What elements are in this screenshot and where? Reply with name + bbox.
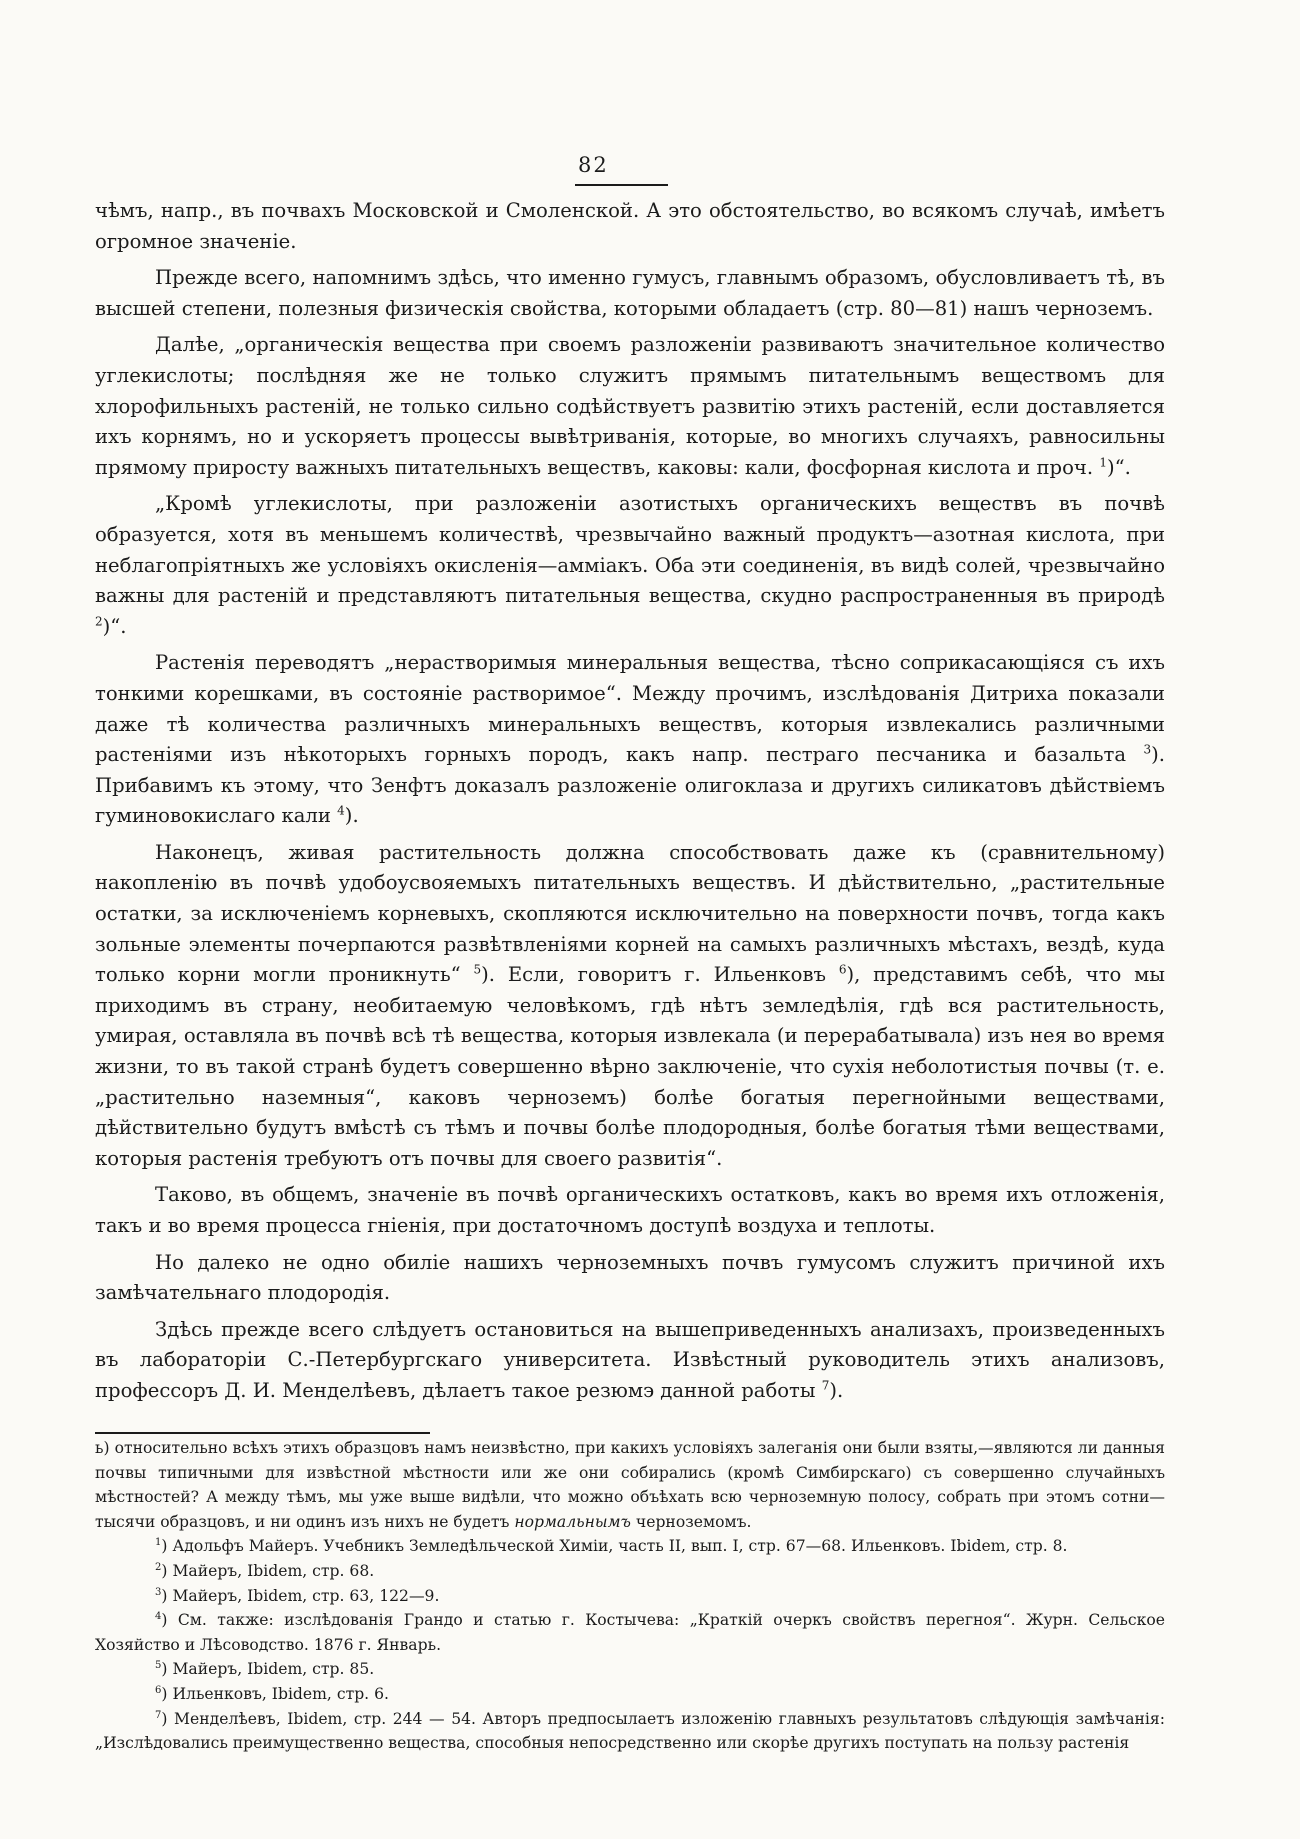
footnotes <box>95 1436 1165 1756</box>
footnote-ref-4[interactable]: 4 <box>337 803 345 818</box>
footnote-ref-7[interactable]: 7 <box>821 1378 830 1393</box>
paragraph-3: Далѣе, „органическія вещества при своемъ разложеніи развиваютъ значительное количество углекислоты; послѣдняя же не только служитъ прямымъ питательнымъ веществомъ для хлорофильныхъ растеній, не только сильно содѣйствуетъ развитію этихъ растеній, если доставляется ихъ корнямъ, но и ускоряетъ процессы вывѣтриванія, которые, во многихъ случаяхъ, равносильны прямому приросту важныхъ питательныхъ веществъ, каковы: кали, фосфорная кислота и проч. $^1$)“. <box>95 333 1165 479</box>
paragraph-2: Прежде всего, напомнимъ здѣсь, что именно гумусъ, главнымъ образомъ, обусловливаетъ тѣ, въ высшей степени, полезныя физическія свойства, которыми обладаетъ (стр. 80—81) нашъ черноземъ. <box>95 266 1165 320</box>
page-number: 82 <box>578 153 609 177</box>
footnote-1: $^1$) Адольфъ Майеръ. Учебникъ Земледѣльческой Химіи, часть II, вып. I, стр. 67—68. Ильенковъ. Ibidem, стр. 8. <box>155 1537 1068 1556</box>
paragraph-1: чѣмъ, напр., въ почвахъ Московской и Смоленской. А это обстоятельство, во всякомъ случаѣ, имѣетъ огромное значеніе. <box>95 199 1165 253</box>
paragraph-9: Здѣсь прежде всего слѣдуетъ остановиться на вышеприведенныхъ анализахъ, произведенныхъ въ лабораторіи С.-Петербургскаго университета. Извѣстный руководитель этихъ анализовъ, профессоръ Д. И. Менделѣевъ, дѣлаетъ такое резюмэ данной работы $^7$). <box>95 1317 1165 1402</box>
footnote-ref-6[interactable]: 6 <box>838 962 847 977</box>
footnote-4: $^4$) См. также: изслѣдованія Грандо и статью г. Костычева: „Краткій очеркъ свойствъ перегноя“. Журн. Сельское Хозяйство и Лѣсоводство. 1876 г. Январь. <box>95 1610 1166 1654</box>
paragraph-7: Таково, въ общемъ, значеніе въ почвѣ органическихъ остатковъ, какъ во время ихъ отложенія, такъ и во время процесса гніенія, при достаточномъ доступѣ воздуха и теплоты. <box>95 1183 1165 1237</box>
footnote-ref-3[interactable]: 3 <box>1143 742 1152 757</box>
page-number-underline <box>575 184 668 186</box>
footnote-2: $^2$) Майеръ, Ibidem, стр. 68. <box>155 1561 375 1580</box>
footnote-5: $^5$) Майеръ, Ibidem, стр. 85. <box>155 1660 375 1679</box>
footnote-ref-1[interactable]: 1 <box>1099 455 1107 470</box>
footnote-separator <box>95 1432 430 1434</box>
paragraph-5: Растенія переводятъ „нерастворимыя минеральныя вещества, тѣсно соприкасающіяся съ ихъ тонкими корешками, въ состояніе растворимое“. Между прочимъ, изслѣдованія Дитриха показали даже тѣ количества различныхъ минеральныхъ веществъ, которыя извлекались различными растеніями изъ нѣкоторыхъ горныхъ породъ, какъ напр. пестраго песчаника и базальта $^3$). Прибавимъ къ этому, что Зенфтъ доказалъ разложеніе олигоклаза и другихъ силикатовъ дѣйствіемъ гуминовокислаго кали $^4$). <box>95 651 1165 828</box>
footnote-ref-2[interactable]: 2 <box>95 614 103 629</box>
paragraph-4: „Кромѣ углекислоты, при разложеніи азотистыхъ органическихъ веществъ въ почвѣ образуется, хотя въ меньшемъ количествѣ, чрезвычайно важный продуктъ—азотная кислота, при неблагопріятныхъ же условіяхъ окисленія—амміакъ. Оба эти соединенія, въ видѣ солей, чрезвычайно важны для растеній и представляютъ питательныя вещества, скудно распространенныя въ природѣ $^2$)“. <box>95 492 1165 638</box>
footnote-7: $^7$) Менделѣевъ, Ibidem, стр. 244 — 54. Авторъ предпосылаетъ изложенію главныхъ результатовъ слѣдующія замѣчанія: „Изслѣдовались преимущественно вещества, способныя непосредственно или скорѣе другихъ поступать на пользу растенія <box>95 1709 1165 1753</box>
footnote-6: $^6$) Ильенковъ, Ibidem, стр. 6. <box>155 1684 389 1703</box>
main-text <box>95 196 1165 1413</box>
footnote-ref-5[interactable]: 5 <box>473 962 482 977</box>
footnote-3: $^3$) Майеръ, Ibidem, стр. 63, 122—9. <box>155 1586 440 1605</box>
paragraph-6: Наконецъ, живая растительность должна способствовать даже къ (сравнительному) накопленію въ почвѣ удобоусвояемыхъ питательныхъ веществъ. И дѣйствительно, „растительные остатки, за исключеніемъ корневыхъ, скопляются исключительно на поверхности почвъ, тогда какъ зольные элементы почерпаются развѣтвленіями корней на самыхъ различныхъ мѣстахъ, вездѣ, куда только корни могли проникнуть“ $^5$). Если, говоритъ г. Ильенковъ $^6$), представимъ себѣ, что мы приходимъ въ страну, необитаемую человѣкомъ, гдѣ нѣтъ земледѣлія, гдѣ вся растительность, умирая, оставляла въ почвѣ всѣ тѣ вещества, которыя извлекала (и перерабатывала) изъ нея во время жизни, то въ такой странѣ будетъ совершенно вѣрно заключеніе, что сухія неболотистыя почвы (т. е. „растительно наземныя“, каковъ черноземъ) болѣе богатыя перегнойными веществами, дѣйствительно будутъ вмѣстѣ съ тѣмъ и почвы болѣе плодородныя, болѣе богатыя тѣми веществами, которыя растенія требуютъ отъ почвы для своего развитія“. <box>95 840 1166 1170</box>
footnote-continuation: ь) относительно всѣхъ этихъ образцовъ намъ неизвѣстно, при какихъ условіяхъ залеганія они были взяты,—являются ли данныя почвы типичными для извѣстной мѣстности или же они собирались (кромѣ Симбирскаго) съ совершенно случайныхъ мѣстностей? А между тѣмъ, мы уже выше видѣли, что можно объѣхать всю черноземную полосу, собрать при этомъ сотни—тысячи образцовъ, и ни одинъ изъ нихъ не будетъ нормальнымъ черноземомъ. <box>95 1439 1165 1531</box>
paragraph-8: Но далеко не одно обиліе нашихъ черноземныхъ почвъ гумусомъ служитъ причиной ихъ замѣчательнаго плодородія. <box>95 1250 1165 1305</box>
